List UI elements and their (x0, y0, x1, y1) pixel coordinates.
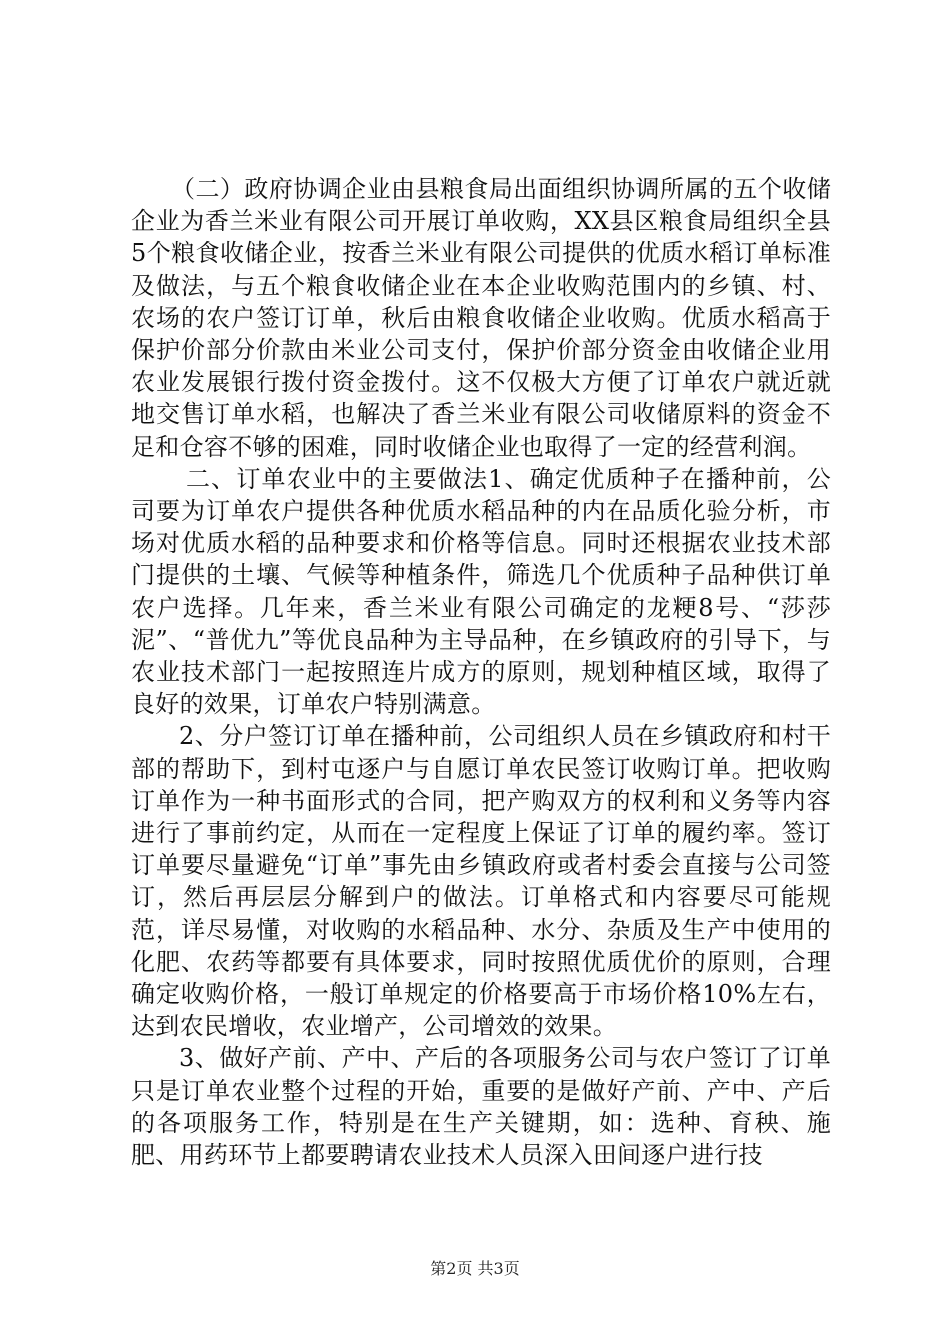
paragraph-production-services: 3、做好产前、产中、产后的各项服务公司与农户签订了订单只是订单农业整个过程的开始，重要的是做好产前、产中、产后的各项服务工作，特别是在生产关键期，如：选种、育秧、施肥、用药环节上都要聘请农业技术人员深入田间逐户进行技 (131, 1044, 831, 1170)
paragraph-main-practices: 二、订单农业中的主要做法1、确定优质种子在播种前，公司要为订单农户提供各种优质水稻品种的内在品质化验分析，市场对优质水稻的品种要求和价格等信息。同时还根据农业技术部门提供的土壤、气候等种植条件，筛选几个优质种子品种供订单农户选择。几年来，香兰米业有限公司确定的龙粳8号、“莎莎泥”、“普优九”等优良品种为主导品种，在乡镇政府的引导下，与农业技术部门一起按照连片成方的原则，规划种植区域，取得了良好的效果，订单农户特别满意。 (131, 464, 831, 719)
document-body (131, 173, 831, 1171)
page-number-footer: 第2页 共3页 (430, 1259, 520, 1278)
paragraph-government-coordination: （二）政府协调企业由县粮食局出面组织协调所属的五个收储企业为香兰米业有限公司开展订单收购，XX县区粮食局组织全县5个粮食收储企业，按香兰米业有限公司提供的优质水稻订单标准及做法，与五个粮食收储企业在本企业收购范围内的乡镇、村、农场的农户签订订单，秋后由粮食收储企业收购。优质水稻高于保护价部分价款由米业公司支付，保护价部分资金由收储企业用农业发展银行拨付资金拨付。这不仅极大方便了订单农户就近就地交售订单水稻，也解决了香兰米业有限公司收储原料的资金不足和仓容不够的困难，同时收储企业也取得了一定的经营利润。 (131, 175, 831, 461)
paragraph-household-contracts: 2、分户签订订单在播种前，公司组织人员在乡镇政府和村干部的帮助下，到村屯逐户与自愿订单农民签订收购订单。把收购订单作为一种书面形式的合同，把产购双方的权利和义务等内容进行了事前约定，从而在一定程度上保证了订单的履约率。签订订单要尽量避免“订单”事先由乡镇政府或者村委会直接与公司签订，然后再层层分解到户的做法。订单格式和内容要尽可能规范，详尽易懂，对收购的水稻品种、水分、杂质及生产中使用的化肥、农药等都要有具体要求，同时按照优质优价的原则，合理确定收购价格，一般订单规定的价格要高于市场价格10%左右，达到农民增收，农业增产，公司增效的效果。 (131, 722, 831, 1041)
